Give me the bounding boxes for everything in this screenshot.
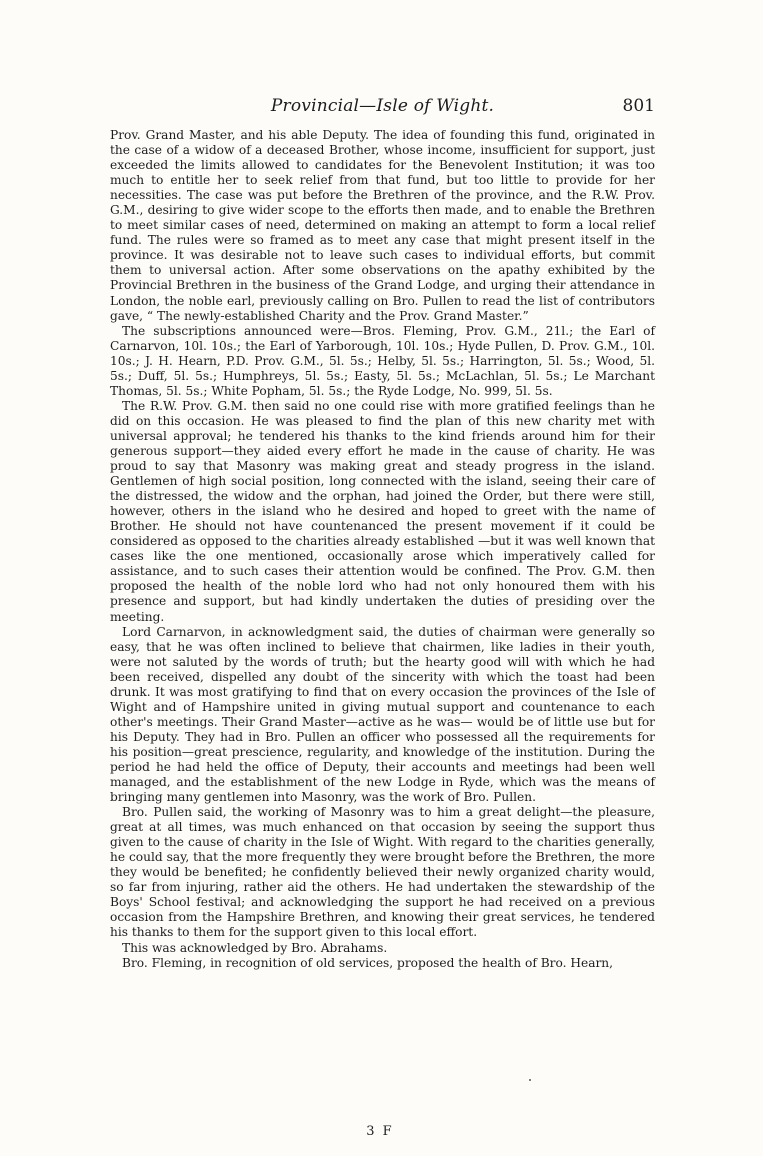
article-body (110, 128, 655, 971)
paragraph: Bro. Fleming, in recognition of old services, proposed the health of Bro. Hearn, (122, 955, 614, 970)
signature-mark: 3 F (366, 1124, 394, 1139)
paragraph: The R.W. Prov. G.M. then said no one could rise with more gratified feelings than he did on this occasion. He was pleased to find the plan of this new charity met with universal approval; he tendered his thanks to the kind friends around him for their generous support—they aided every effort he made in the cause of charity. He was proud to say that Masonry was making great and steady progress in the island. Gentlemen of high social position, long connected with the island, seeing their care of the distressed, the widow and the orphan, had joined the Order, but there were still, however, others in the island who he desired and hoped to greet with the name of Brother. He should not have countenanced the present movement if it could be considered as opposed to the charities already established —but it was well known that cases like the one mentioned, occasionally arose which imperatively called for assistance, and to such cases their attention would be confined. The Prov. G.M. then proposed the health of the noble lord who had not only honoured them with his presence and support, but had kindly undertaken the duties of presiding over the meeting. (110, 398, 655, 624)
paragraph: Prov. Grand Master, and his able Deputy. The idea of founding this fund, originated in the case of a widow of a deceased Brother, whose income, insufficient for support, just exceeded the limits allowed to candidates for the Benevolent Institution; it was too much to entitle her to seek relief from that fund, but too little to provide for her necessities. The case was put before the Brethren of the province, and the R.W. Prov. G.M., desiring to give wider scope to the efforts then made, and to enable the Brethren to meet similar cases of need, determined on making an attempt to form a local relief fund. The rules were so framed as to meet any case that might present itself in the province. It was desirable not to leave such cases to individual efforts, but commit them to universal action. After some observations on the apathy exhibited by the Provincial Brethren in the business of the Grand Lodge, and urging their attendance in London, the noble earl, previously calling on Bro. Pullen to read the list of contributors gave, “ The newly-established Charity and the Prov. Grand Master.” (110, 128, 655, 323)
page-number: 801 (622, 96, 655, 116)
running-head (110, 96, 655, 120)
paragraph: Bro. Pullen said, the working of Masonry was to him a great delight—the pleasure, great at all times, was much enhanced on that occasion by seeing the support thus given to the cause of charity in the Isle of Wight. With regard to the charities generally, he could say, that the more frequently they were brought before the Brethren, the more they would be benefited; he confidently believed their newly organized charity would, so far from injuring, rather aid the others. He had undertaken the stewardship of the Boys' School festival; and acknowledging the support he had received on a previous occasion from the Hampshire Brethren, and knowing their great services, he tendered his thanks to them for the support given to this local effort. (110, 805, 655, 940)
running-title: Provincial—Isle of Wight. (270, 96, 495, 116)
paragraph: The subscriptions announced were—Bros. Fleming, Prov. G.M., 21l.; the Earl of Carnarvon, 10l. 10s.; the Earl of Yarborough, 10l. 10s.; Hyde Pullen, D. Prov. G.M., 10l. 10s.; J. H. Hearn, P.D. Prov. G.M., 5l. 5s.; Helby, 5l. 5s.; Harrington, 5l. 5s.; Wood, 5l. 5s.; Duff, 5l. 5s.; Humphreys, 5l. 5s.; Easty, 5l. 5s.; McLachlan, 5l. 5s.; Le Marchant Thomas, 5l. 5s.; White Popham, 5l. 5s.; the Ryde Lodge, No. 999, 5l. 5s. (110, 323, 655, 398)
ink-speck (529, 1079, 531, 1081)
paragraph: This was acknowledged by Bro. Abrahams. (122, 940, 388, 955)
paragraph: Lord Carnarvon, in acknowledgment said, the duties of chairman were generally so easy, that he was often inclined to believe that chairmen, like ladies in their youth, were not saluted by the words of truth; but the hearty good will with which he had been received, dispelled any doubt of the sincerity with which the toast had been drunk. It was most gratifying to find that on every occasion the provinces of the Isle of Wight and of Hampshire united in giving mutual support and countenance to each other's meetings. Their Grand Master—active as he was— would be of little use but for his Deputy. They had in Bro. Pullen an officer who possessed all the requirements for his position—great prescience, regularity, and knowledge of the institution. During the period he had held the office of Deputy, their accounts and meetings had been well managed, and the establishment of the new Lodge in Ryde, which was the means of bringing many gentlemen into Masonry, was the work of Bro. Pullen. (110, 624, 655, 805)
